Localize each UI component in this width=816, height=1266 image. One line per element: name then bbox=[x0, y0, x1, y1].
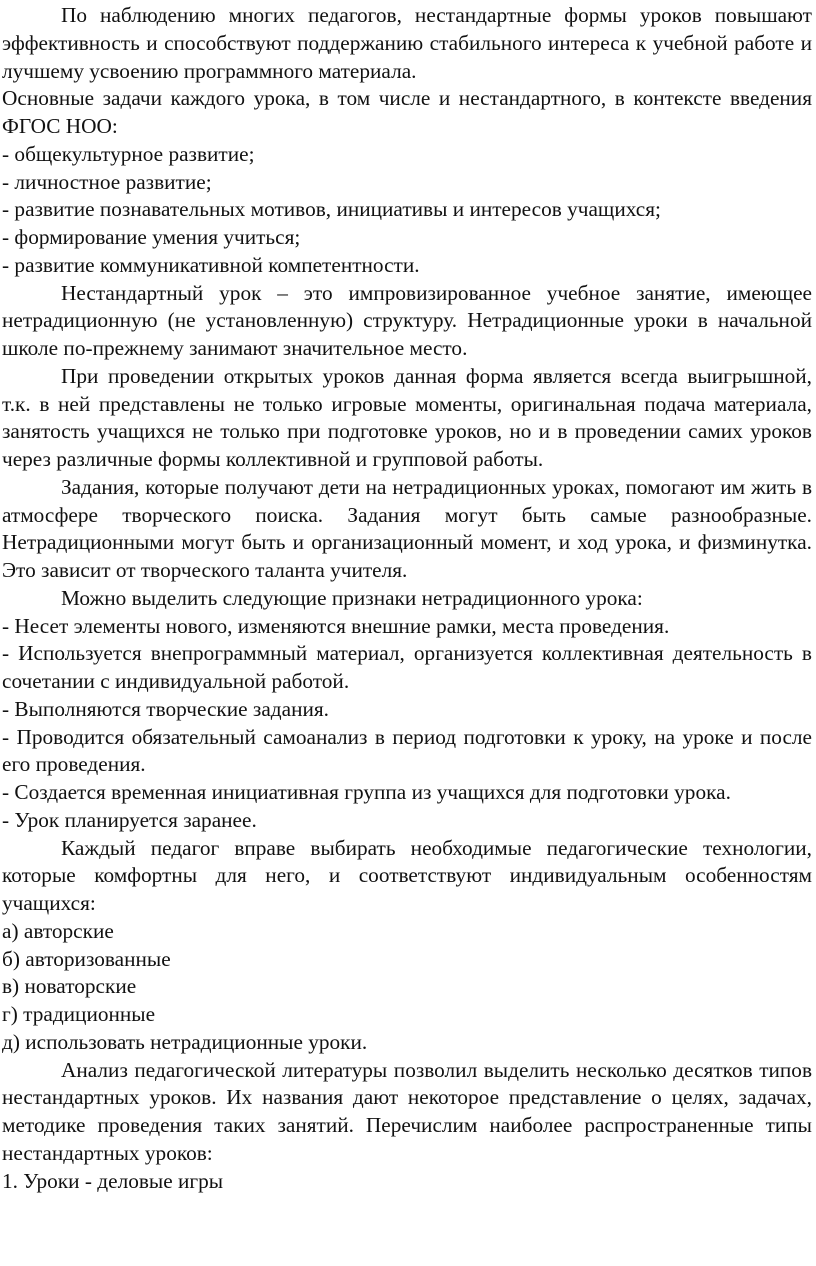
list-item: - личностное развитие; bbox=[2, 169, 212, 194]
list-item: - формирование умения учиться; bbox=[2, 225, 301, 249]
list-item: б) авторизованные bbox=[2, 946, 171, 971]
paragraph: Можно выделить следующие признаки нетрадиционного урока: bbox=[61, 585, 643, 610]
paragraph-item: - Проводится обязательный самоанализ в период подготовки к уроку, на уроке и после его проведения. bbox=[2, 724, 812, 777]
paragraph: Анализ педагогической литературы позволил выделить несколько десятков типов нестандартных уроков. Их названия дают некоторое представление о целях, задачах, методике проведения таких занятий. Перечислим наиболее распространенные типы нестандартных уроков: bbox=[2, 1057, 812, 1165]
list-item: д) использовать нетрадиционные уроки. bbox=[2, 1029, 368, 1054]
list-item: - общекультурное развитие; bbox=[2, 141, 255, 166]
paragraph: По наблюдению многих педагогов, нестандартные формы уроков повышают эффективность и способствуют поддержанию стабильного интереса к учебной работе и лучшему усвоению программного материала. bbox=[2, 3, 812, 83]
paragraph-item: - Несет элементы нового, изменяются внешние рамки, места проведения. bbox=[2, 613, 670, 638]
list-item: 1. Уроки - деловые игры bbox=[2, 1168, 224, 1193]
paragraph: Нестандартный урок – это импровизированное учебное занятие, имеющее нетрадиционную (не установленную) структуру. Нетрадиционные уроки в начальной школе по-прежнему занимают значительное место. bbox=[2, 280, 812, 360]
list-item: в) новаторские bbox=[2, 974, 137, 999]
list-item: г) традиционные bbox=[2, 1002, 156, 1026]
paragraph-item: - Используется внепрограммный материал, организуется коллективная деятельность в сочетании с индивидуальной работой. bbox=[2, 641, 812, 693]
document-body bbox=[2, 2, 812, 1195]
paragraph: При проведении открытых уроков данная форма является всегда выигрышной, т.к. в ней представлены не только игровые моменты, оригинальная подача материала, занятость учащихся не только при подготовке уроков, но и в проведении самих уроков через различные формы коллективной и групповой работы. bbox=[2, 363, 812, 471]
list-item: а) авторские bbox=[2, 918, 114, 943]
list-item: - развитие познавательных мотивов, инициативы и интересов учащихся; bbox=[2, 197, 661, 222]
paragraph-item: Основные задачи каждого урока, в том числе и нестандартного, в контексте введения ФГОС НОО: bbox=[2, 86, 812, 138]
list-item: - развитие коммуникативной компетентности. bbox=[2, 252, 420, 277]
paragraph: Задания, которые получают дети на нетрадиционных уроках, помогают им жить в атмосфере творческого поиска. Задания могут быть самые разнообразные. Нетрадиционными могут быть и организационный момент, и ход урока, и физминутка. Это зависит от творческого таланта учителя. bbox=[2, 474, 812, 582]
paragraph: Каждый педагог вправе выбирать необходимые педагогические технологии, которые комфортны для него, и соответствуют индивидуальным особенностям учащихся: bbox=[2, 835, 812, 915]
paragraph-item: - Создается временная инициативная группа из учащихся для подготовки урока. bbox=[2, 780, 731, 804]
paragraph-item: - Урок планируется заранее. bbox=[2, 807, 257, 832]
paragraph-item: - Выполняются творческие задания. bbox=[2, 696, 330, 721]
